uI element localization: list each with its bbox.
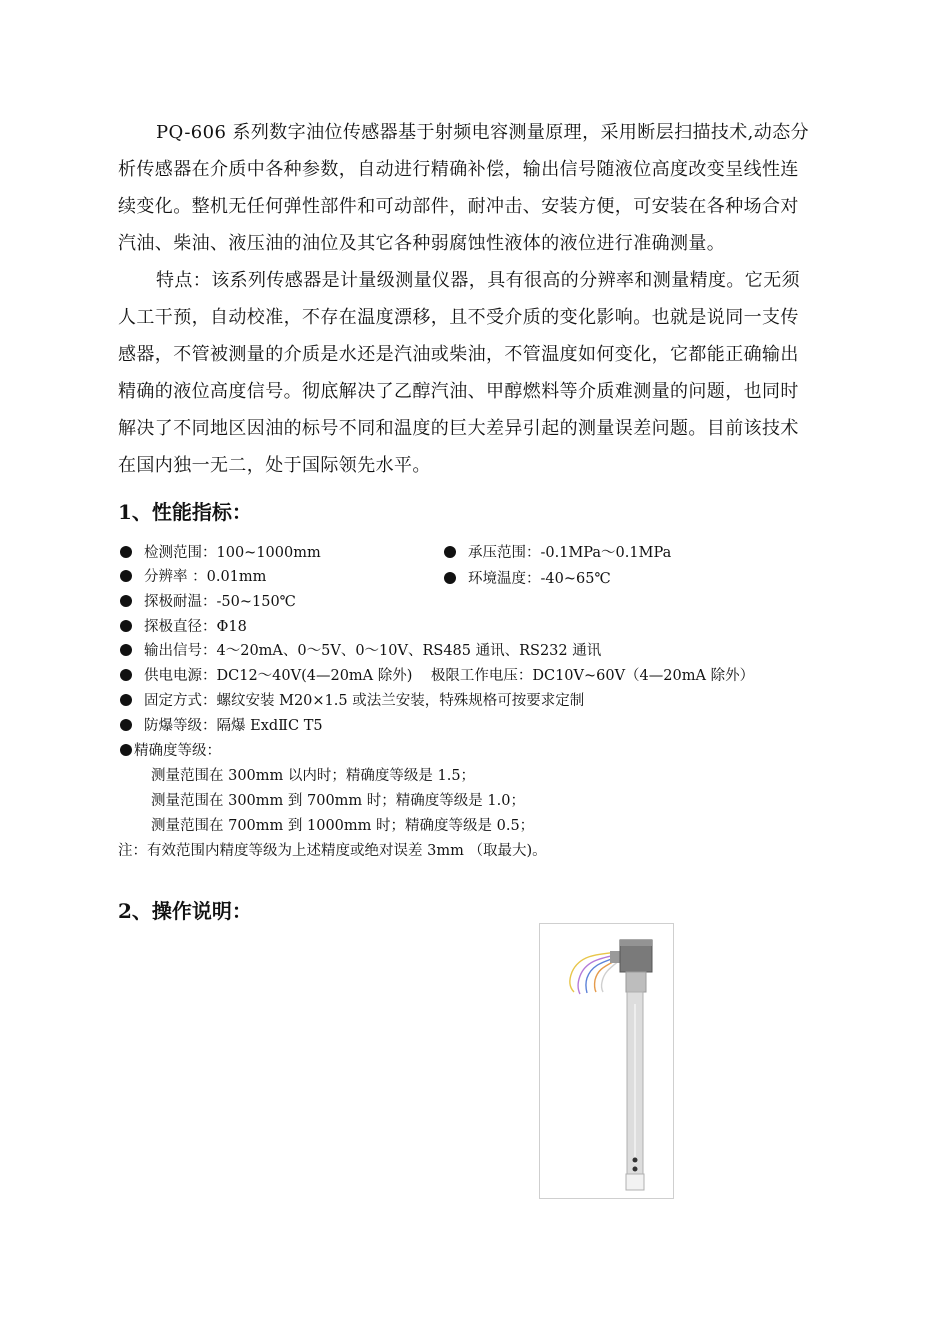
spec-item-explosion [120,716,323,736]
bullet-icon [120,644,132,656]
spec-item-probe-diameter [120,617,247,637]
oil-level-sensor-illustration [540,924,673,1198]
spec-item-ambient [444,569,611,589]
intro-paragraph-1 [118,114,830,262]
sensor-head-lid [620,940,652,946]
bullet-icon [120,744,132,756]
spec-text: 防爆等级：隔爆 ExdⅡC T5 [144,718,323,734]
text-line: 汽油、柴油、液压油的油位及其它各种弱腐蚀性液体的液位进行准确测量。 [118,233,726,254]
spec-text: 固定方式：螺纹安装 M20×1.5 或法兰安装，特殊规格可按要求定制 [144,693,585,709]
bullet-icon [120,570,132,582]
spec-text: 精确度等级： [134,743,221,759]
spec-text: 探极直径：Φ18 [144,619,247,635]
accuracy-line: 测量范围在 300mm 到 700mm 时；精确度等级是 1.0； [151,793,525,809]
probe-hole [633,1158,638,1163]
spec-item-probe-temp [120,592,296,612]
bullet-icon [120,694,132,706]
probe-end-cap [626,1174,644,1190]
wire-white [602,960,620,992]
spec-item-power [120,666,754,686]
section-heading-operation: 2、操作说明： [118,899,252,923]
bullet-icon [120,719,132,731]
text-line: 精确的液位高度信号。彻底解决了乙醇汽油、甲醇燃料等介质难测量的问题，也同时 [118,381,799,402]
spec-item-range [120,543,321,563]
spec-item-output [120,641,601,661]
text-line: 在国内独一无二，处于国际领先水平。 [118,455,431,476]
section-heading-performance: 1、性能指标： [118,500,252,524]
spec-text: 探极耐温：-50~150℃ [144,594,296,610]
text-line: 续变化。整机无任何弹性部件和可动部件，耐冲击、安装方便，可安装在各种场合对 [118,196,799,217]
bullet-icon [444,572,456,584]
spec-text: 检测范围：100~1000mm [144,545,321,561]
bullet-icon [120,546,132,558]
spec-item-pressure [444,543,671,563]
sensor-product-image [539,923,674,1199]
text-line: 析传感器在介质中各种参数，自动进行精确补偿，输出信号随液位高度改变呈线性连 [118,159,799,180]
bullet-icon [120,620,132,632]
spec-item-mounting [120,691,584,711]
text-line: PQ-606 系列数字油位传感器基于射频电容测量原理，采用断层扫描技术,动态分 [156,122,810,143]
spec-text: 分辨率 ：0.01mm [144,569,267,585]
bullet-icon [120,669,132,681]
spec-text: 输出信号：4～20mA、0～5V、0～10V、RS485 通讯、RS232 通讯 [144,643,602,659]
spec-item-resolution [120,567,266,587]
text-line: 感器，不管被测量的介质是水还是汽油或柴油，不管温度如何变化，它都能正确输出 [118,344,799,365]
accuracy-line: 测量范围在 300mm 以内时；精确度等级是 1.5； [151,768,476,784]
spec-item-accuracy [120,741,221,761]
probe-hole [633,1167,638,1172]
spec-text: 承压范围：-0.1MPa～0.1MPa [468,545,672,561]
accuracy-note: 注：有效范围内精度等级为上述精度或绝对误差 3mm （取最大)。 [118,843,547,859]
bullet-icon [120,595,132,607]
bullet-icon [444,546,456,558]
accuracy-line: 测量范围在 700mm 到 1000mm 时；精确度等级是 0.5； [151,818,535,834]
intro-paragraph-2 [118,262,830,484]
mounting-thread [626,972,646,992]
spec-text: 供电电源：DC12～40V(4—20mA 除外) 极限工作电压：DC10V~60V（4—20mA 除外） [144,668,755,684]
spec-text: 环境温度：-40~65℃ [468,571,611,587]
text-line: 解决了不同地区因油的标号不同和温度的巨大差异引起的测量误差问题。目前该技术 [118,418,799,439]
text-line: 人工干预，自动校准，不存在温度漂移，且不受介质的变化影响。也就是说同一支传 [118,307,799,328]
text-line: 特点：该系列传感器是计量级测量仪器，具有很高的分辨率和测量精度。它无须 [156,270,800,291]
